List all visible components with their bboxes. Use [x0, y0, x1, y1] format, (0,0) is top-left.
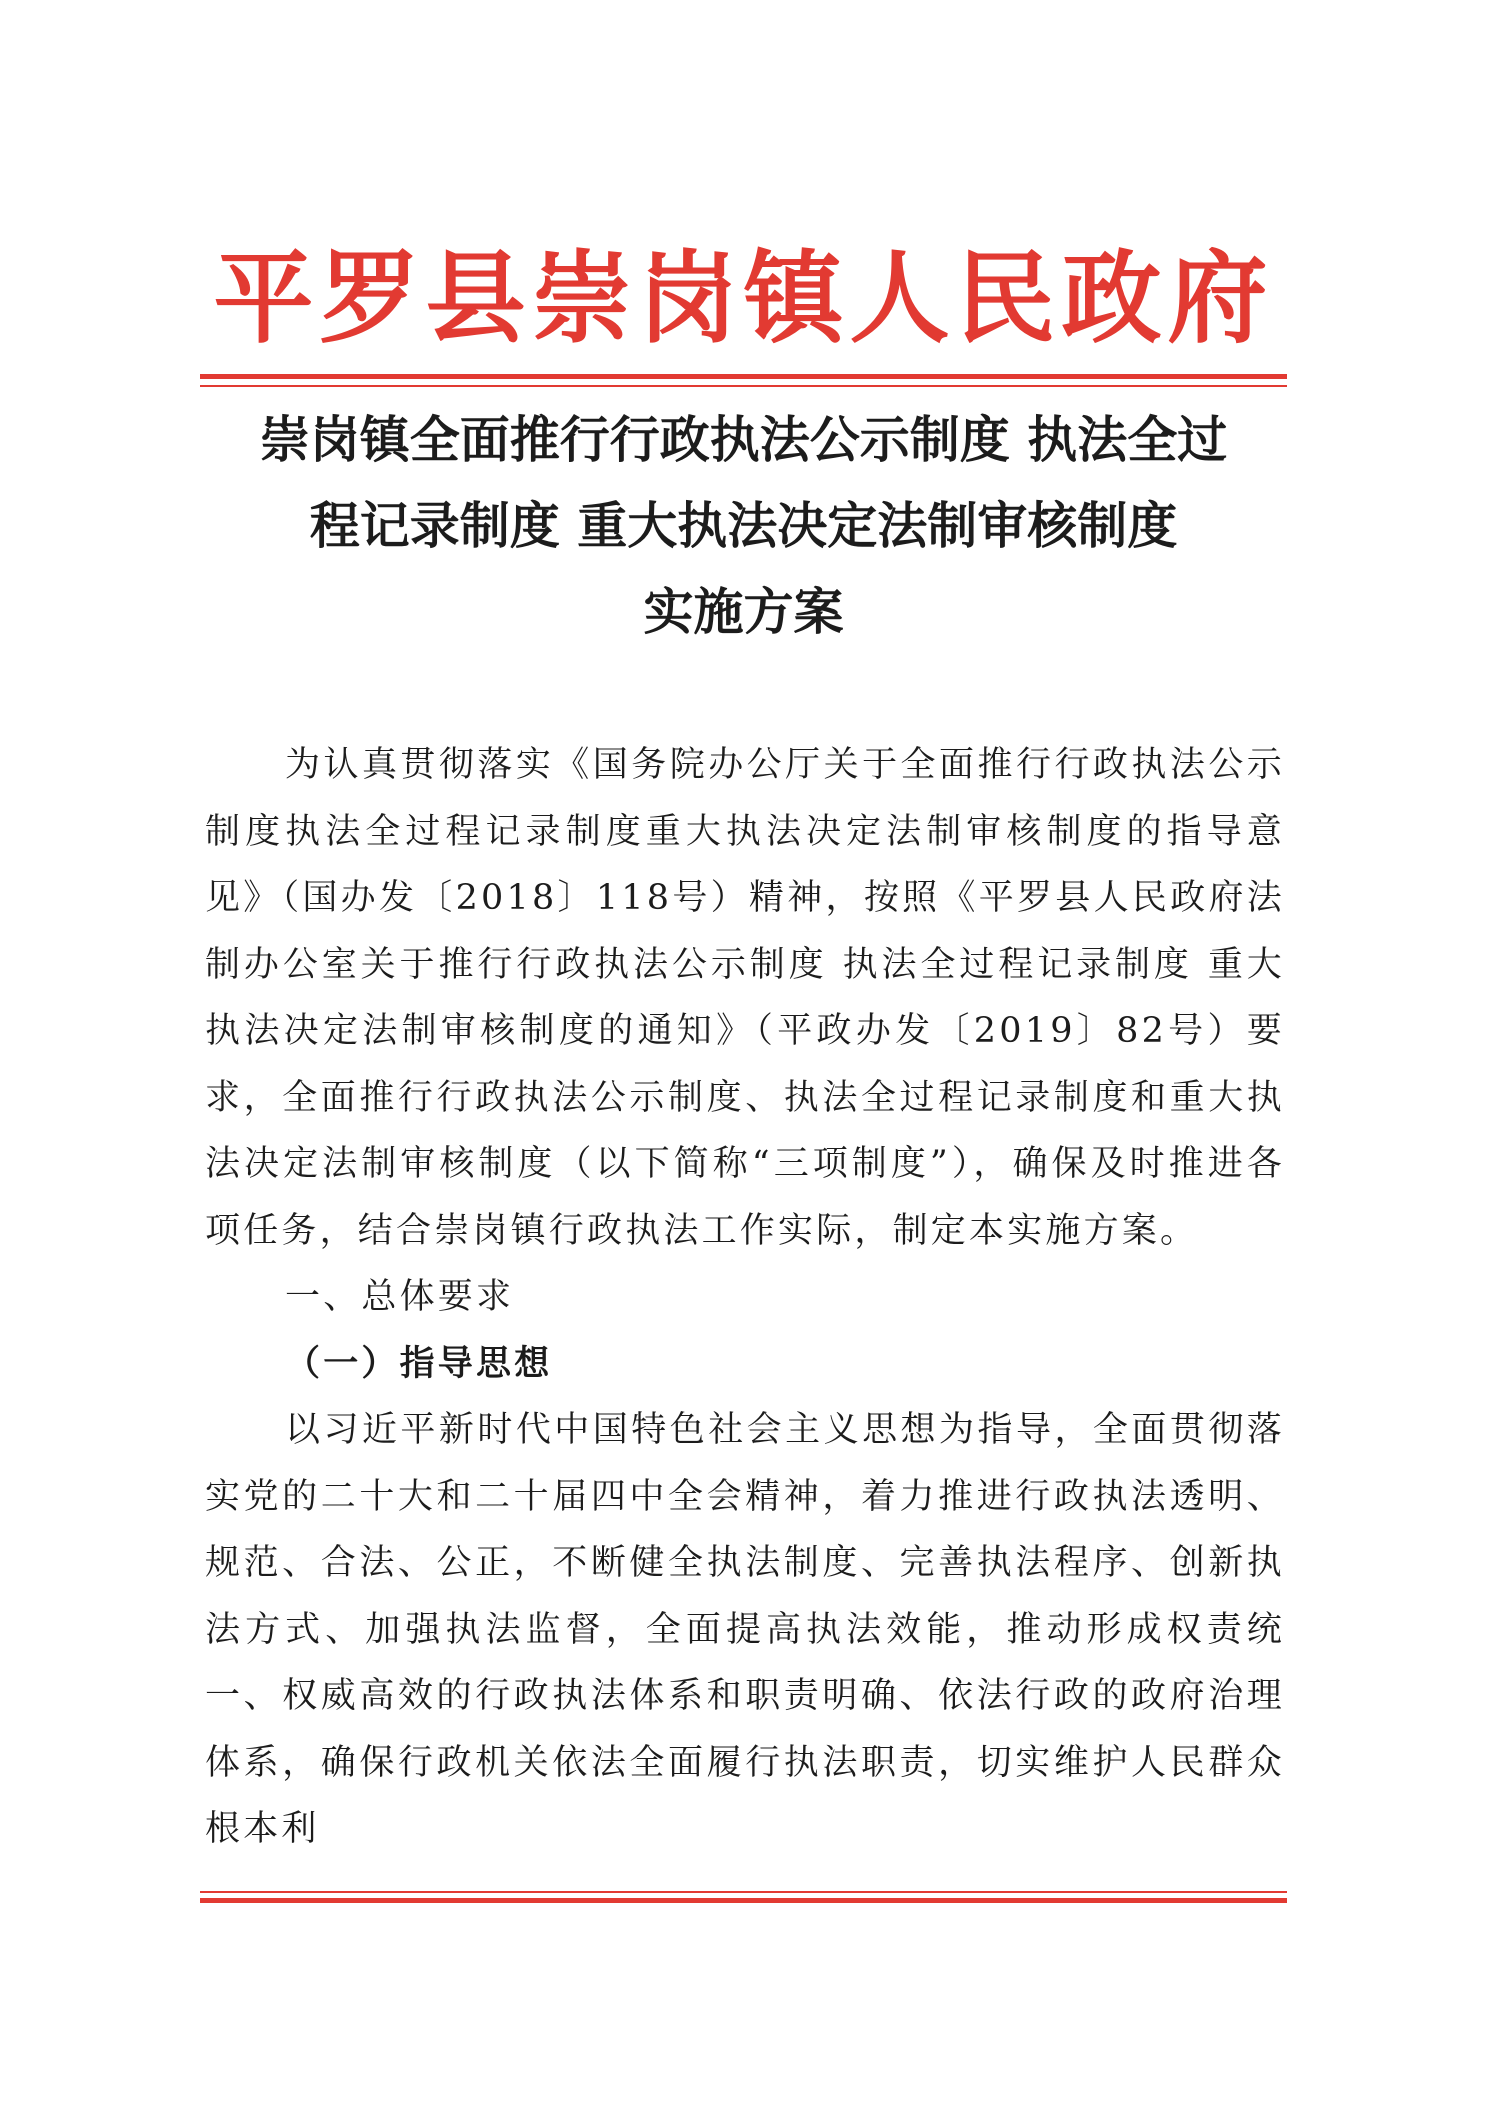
document-title-line-1: 崇岗镇全面推行行政执法公示制度 执法全过 — [259, 411, 1228, 469]
section-heading: 一、总体要求 — [285, 1277, 515, 1317]
footer-rule-thick — [200, 1898, 1287, 1903]
document-title-line-2: 程记录制度 重大执法决定法制审核制度 — [309, 497, 1178, 555]
header-rule-thick — [200, 374, 1287, 379]
document-title-line-3: 实施方案 — [643, 583, 844, 641]
document-body — [205, 732, 1285, 1863]
intro-paragraph: 为认真贯彻落实《国务院办公厅关于全面推行行政执法公示制度执法全过程记录制度重大执法决定法制审核制度的指导意见》（国办发〔2018〕118号）精神，按照《平罗县人民政府法制办公室关于推行行政执法公示制度 执法全过程记录制度 重大执法决定法制审核制度的通知》（平政办发〔2019〕82号）要求，全面推行行政执法公示制度、执法全过程记录制度和重大执法决定法制审核制度（以下简称“三项制度”），确保及时推进各项任务，结合崇岗镇行政执法工作实际，制定本实施方案。 — [205, 745, 1285, 1251]
header-rule-thin — [200, 385, 1287, 387]
subsection-heading: （一）指导思想 — [285, 1343, 553, 1384]
guiding-ideology-paragraph: 以习近平新时代中国特色社会主义思想为指导，全面贯彻落实党的二十大和二十届四中全会精神，着力推进行政执法透明、规范、合法、公正，不断健全执法制度、完善执法程序、创新执法方式、加强执法监督，全面提高执法效能，推动形成权责统一、权威高效的行政执法体系和职责明确、依法行政的政府治理体系，确保行政机关依法全面履行执法职责，切实维护人民群众根本利 — [205, 1410, 1285, 1849]
footer-rule-thin — [200, 1891, 1287, 1893]
issuing-authority-header: 平罗县崇岗镇人民政府 — [213, 239, 1274, 357]
